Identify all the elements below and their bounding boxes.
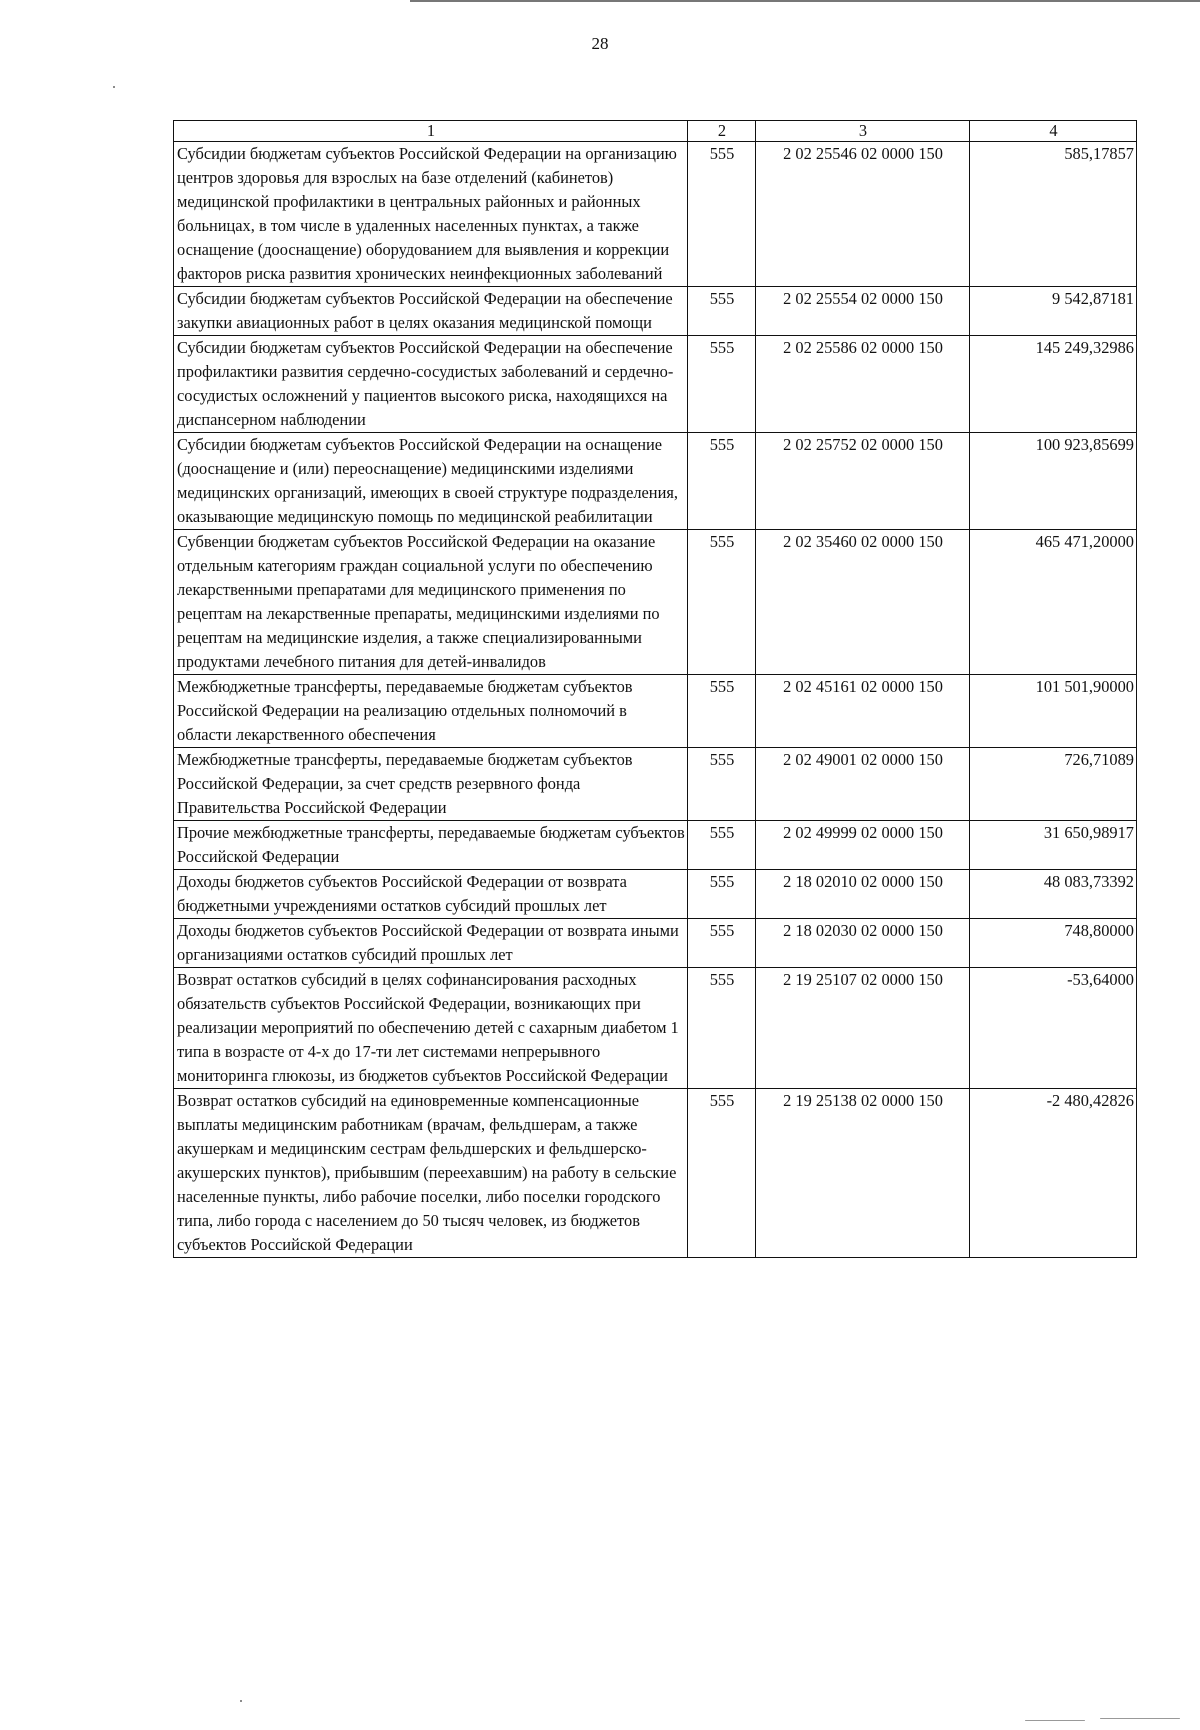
scan-edge-line [410, 0, 1200, 2]
row-budget-code: 2 02 25546 02 0000 150 [756, 142, 970, 287]
row-name: Субвенции бюджетам субъектов Российской Федерации на оказание отдельным категориям граждан социальной услуги по обеспечению лекарственными препаратами для медицинского применения по рецептам на лекарственные препараты, медицинскими изделиями по рецептам на медицинские изделия, а также специализированными продуктами лечебного питания для детей-инвалидов [174, 530, 688, 675]
table-row [174, 530, 1137, 675]
row-admin-code: 555 [688, 1089, 756, 1258]
row-budget-code: 2 02 25554 02 0000 150 [756, 287, 970, 336]
table-row [174, 433, 1137, 530]
row-name: Субсидии бюджетам субъектов Российской Федерации на организацию центров здоровья для взрослых на базе отделений (кабинетов) медицинской профилактики в центральных районных и районных больницах, в том числе в удаленных населенных пунктах, а также оснащение (дооснащение) оборудованием для выявления и коррекции факторов риска развития хронических неинфекционных заболеваний [174, 142, 688, 287]
row-amount: 145 249,32986 [970, 336, 1137, 433]
column-header-3: 3 [756, 121, 970, 142]
row-budget-code: 2 02 49001 02 0000 150 [756, 748, 970, 821]
row-name: Прочие межбюджетные трансферты, передаваемые бюджетам субъектов Российской Федерации [174, 821, 688, 870]
row-amount: 101 501,90000 [970, 675, 1137, 748]
table-row [174, 748, 1137, 821]
budget-revenue-table [173, 120, 1137, 1258]
row-amount: 465 471,20000 [970, 530, 1137, 675]
table-row [174, 870, 1137, 919]
table-row [174, 919, 1137, 968]
row-admin-code: 555 [688, 530, 756, 675]
table-row [174, 1089, 1137, 1258]
row-amount: 48 083,73392 [970, 870, 1137, 919]
row-budget-code: 2 02 25752 02 0000 150 [756, 433, 970, 530]
row-name: Возврат остатков субсидий в целях софинансирования расходных обязательств субъектов Российской Федерации, возникающих при реализации мероприятий по обеспечению детей с сахарным диабетом 1 типа в возрасте от 4-х до 17-ти лет системами непрерывного мониторинга глюкозы, из бюджетов субъектов Российской Федерации [174, 968, 688, 1089]
row-admin-code: 555 [688, 433, 756, 530]
row-name: Доходы бюджетов субъектов Российской Федерации от возврата бюджетными учреждениями остатков субсидий прошлых лет [174, 870, 688, 919]
scan-speck [240, 1700, 242, 1702]
row-admin-code: 555 [688, 919, 756, 968]
scan-speck [113, 86, 115, 88]
row-admin-code: 555 [688, 675, 756, 748]
row-amount: -2 480,42826 [970, 1089, 1137, 1258]
row-amount: -53,64000 [970, 968, 1137, 1089]
row-amount: 585,17857 [970, 142, 1137, 287]
table-header-row [174, 121, 1137, 142]
row-budget-code: 2 19 25107 02 0000 150 [756, 968, 970, 1089]
row-admin-code: 555 [688, 142, 756, 287]
column-header-1: 1 [174, 121, 688, 142]
table-row [174, 142, 1137, 287]
table-row [174, 968, 1137, 1089]
row-budget-code: 2 19 25138 02 0000 150 [756, 1089, 970, 1258]
page-number: 28 [591, 34, 609, 53]
row-name: Субсидии бюджетам субъектов Российской Федерации на обеспечение закупки авиационных работ в целях оказания медицинской помощи [174, 287, 688, 336]
table-row [174, 675, 1137, 748]
row-amount: 100 923,85699 [970, 433, 1137, 530]
row-admin-code: 555 [688, 870, 756, 919]
row-admin-code: 555 [688, 748, 756, 821]
column-header-2: 2 [688, 121, 756, 142]
table-row [174, 287, 1137, 336]
row-name: Доходы бюджетов субъектов Российской Федерации от возврата иными организациями остатков субсидий прошлых лет [174, 919, 688, 968]
scan-speck [1100, 1718, 1180, 1719]
row-name: Субсидии бюджетам субъектов Российской Федерации на обеспечение профилактики развития сердечно-сосудистых заболеваний и сердечно-сосудистых осложнений у пациентов высокого риска, находящихся на диспансерном наблюдении [174, 336, 688, 433]
row-name: Субсидии бюджетам субъектов Российской Федерации на оснащение (дооснащение и (или) переоснащение) медицинскими изделиями медицинских организаций, имеющих в своей структуре подразделения, оказывающие медицинскую помощь по медицинской реабилитации [174, 433, 688, 530]
table-row [174, 336, 1137, 433]
row-amount: 31 650,98917 [970, 821, 1137, 870]
row-admin-code: 555 [688, 968, 756, 1089]
row-name: Межбюджетные трансферты, передаваемые бюджетам субъектов Российской Федерации, за счет средств резервного фонда Правительства Российской Федерации [174, 748, 688, 821]
row-budget-code: 2 02 45161 02 0000 150 [756, 675, 970, 748]
column-header-4: 4 [970, 121, 1137, 142]
row-admin-code: 555 [688, 821, 756, 870]
row-budget-code: 2 02 49999 02 0000 150 [756, 821, 970, 870]
table-row [174, 821, 1137, 870]
row-amount: 748,80000 [970, 919, 1137, 968]
row-amount: 726,71089 [970, 748, 1137, 821]
row-name: Возврат остатков субсидий на единовременные компенсационные выплаты медицинским работникам (врачам, фельдшерам, а также акушеркам и медицинским сестрам фельдшерских и фельдшерско-акушерских пунктов), прибывшим (переехавшим) на работу в сельские населенные пункты, либо рабочие поселки, либо поселки городского типа, либо города с населением до 50 тысяч человек, из бюджетов субъектов Российской Федерации [174, 1089, 688, 1258]
row-budget-code: 2 18 02010 02 0000 150 [756, 870, 970, 919]
row-amount: 9 542,87181 [970, 287, 1137, 336]
row-budget-code: 2 18 02030 02 0000 150 [756, 919, 970, 968]
row-name: Межбюджетные трансферты, передаваемые бюджетам субъектов Российской Федерации на реализацию отдельных полномочий в области лекарственного обеспечения [174, 675, 688, 748]
row-budget-code: 2 02 35460 02 0000 150 [756, 530, 970, 675]
row-budget-code: 2 02 25586 02 0000 150 [756, 336, 970, 433]
scan-speck [1025, 1720, 1085, 1721]
row-admin-code: 555 [688, 287, 756, 336]
row-admin-code: 555 [688, 336, 756, 433]
